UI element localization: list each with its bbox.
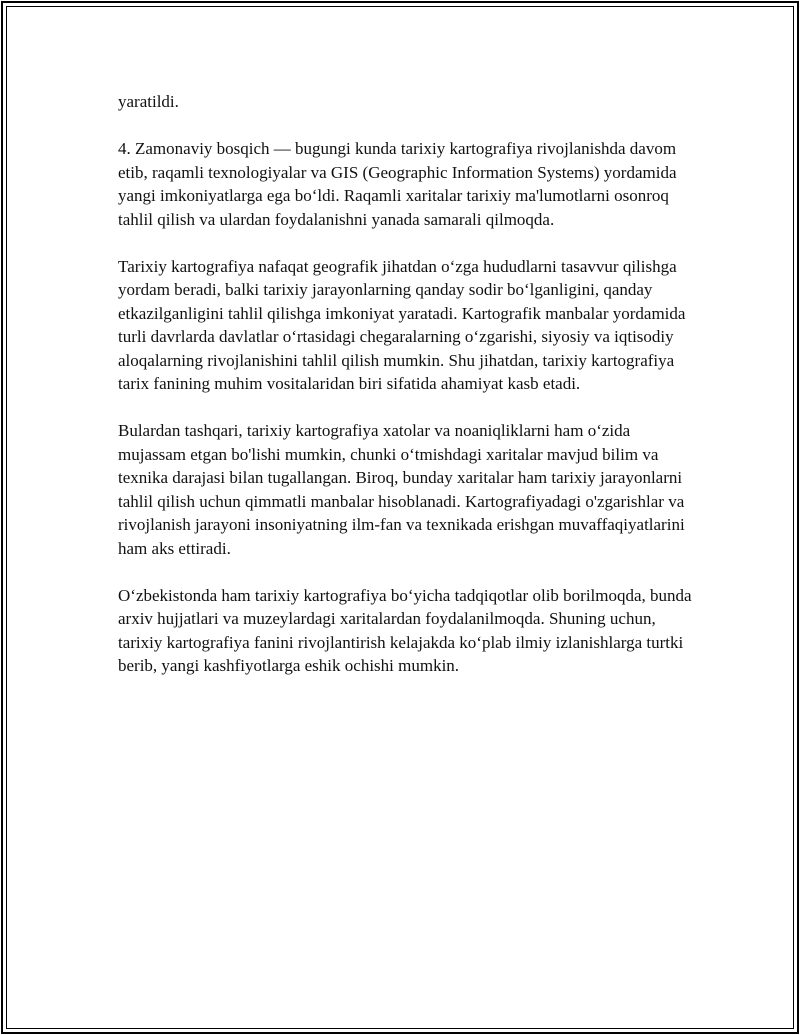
paragraph-continuation: yaratildi. [118,92,179,111]
paragraph-uzbekistan-research: O‘zbekistonda ham tarixiy kartografiya bo‘yicha tadqiqotlar olib borilmoqda, bunda arxiv hujjatlari va muzeylardagi xaritalardan foydalanilmoqda. Shuning uchun, tarixiy kartografiya fanini rivojlantirish kelajakda ko‘plab ilmiy izlanishlarga turtki berib, yangi kashfiyotlarga eshik ochishi mumkin. [118,585,692,675]
document-body [118,90,693,701]
paragraph-modern-stage: 4. Zamonaviy bosqich — bugungi kunda tarixiy kartografiya rivojlanishda davom etib, raqamli texnologiyalar va GIS (Geographic Information Systems) yordamida yangi imkoniyatlarga ega bo‘ldi. Raqamli xaritalar tarixiy ma'lumotlarni osonroq tahlil qilish va ulardan foydalanishni yanada samarali qilmoqda. [118,139,677,229]
paragraph-historical-cartography-role: Tarixiy kartografiya nafaqat geografik jihatdan o‘zga hududlarni tasavvur qilishga yordam beradi, balki tarixiy jarayonlarning qanday sodir bo‘lganligini, qanday etkazilganligini tahlil qilishga imkoniyat yaratadi. Kartografik manbalar yordamida turli davrlarda davlatlar o‘rtasidagi chegaralarning o‘zgarishi, siyosiy va iqtisodiy aloqalarning rivojlanishini tahlil qilish mumkin. Shu jihatdan, tarixiy kartografiya tarix fanining muhim vositalaridan biri sifatida ahamiyat kasb etadi. [118,256,686,393]
paragraph-errors-and-value: Bulardan tashqari, tarixiy kartografiya xatolar va noaniqliklarni ham o‘zida mujassam etgan bo'lishi mumkin, chunki o‘tmishdagi xaritalar mavjud bilim va texnika darajasi bilan tugallangan. Biroq, bunday xaritalar ham tarixiy jarayonlarni tahlil qilish uchun qimmatli manbalar hisoblanadi. Kartografiyadagi o'zgarishlar va rivojlanish jarayoni insoniyatning ilm-fan va texnikada erishgan muvaffaqiyatlarini ham aks ettiradi. [118,421,685,558]
